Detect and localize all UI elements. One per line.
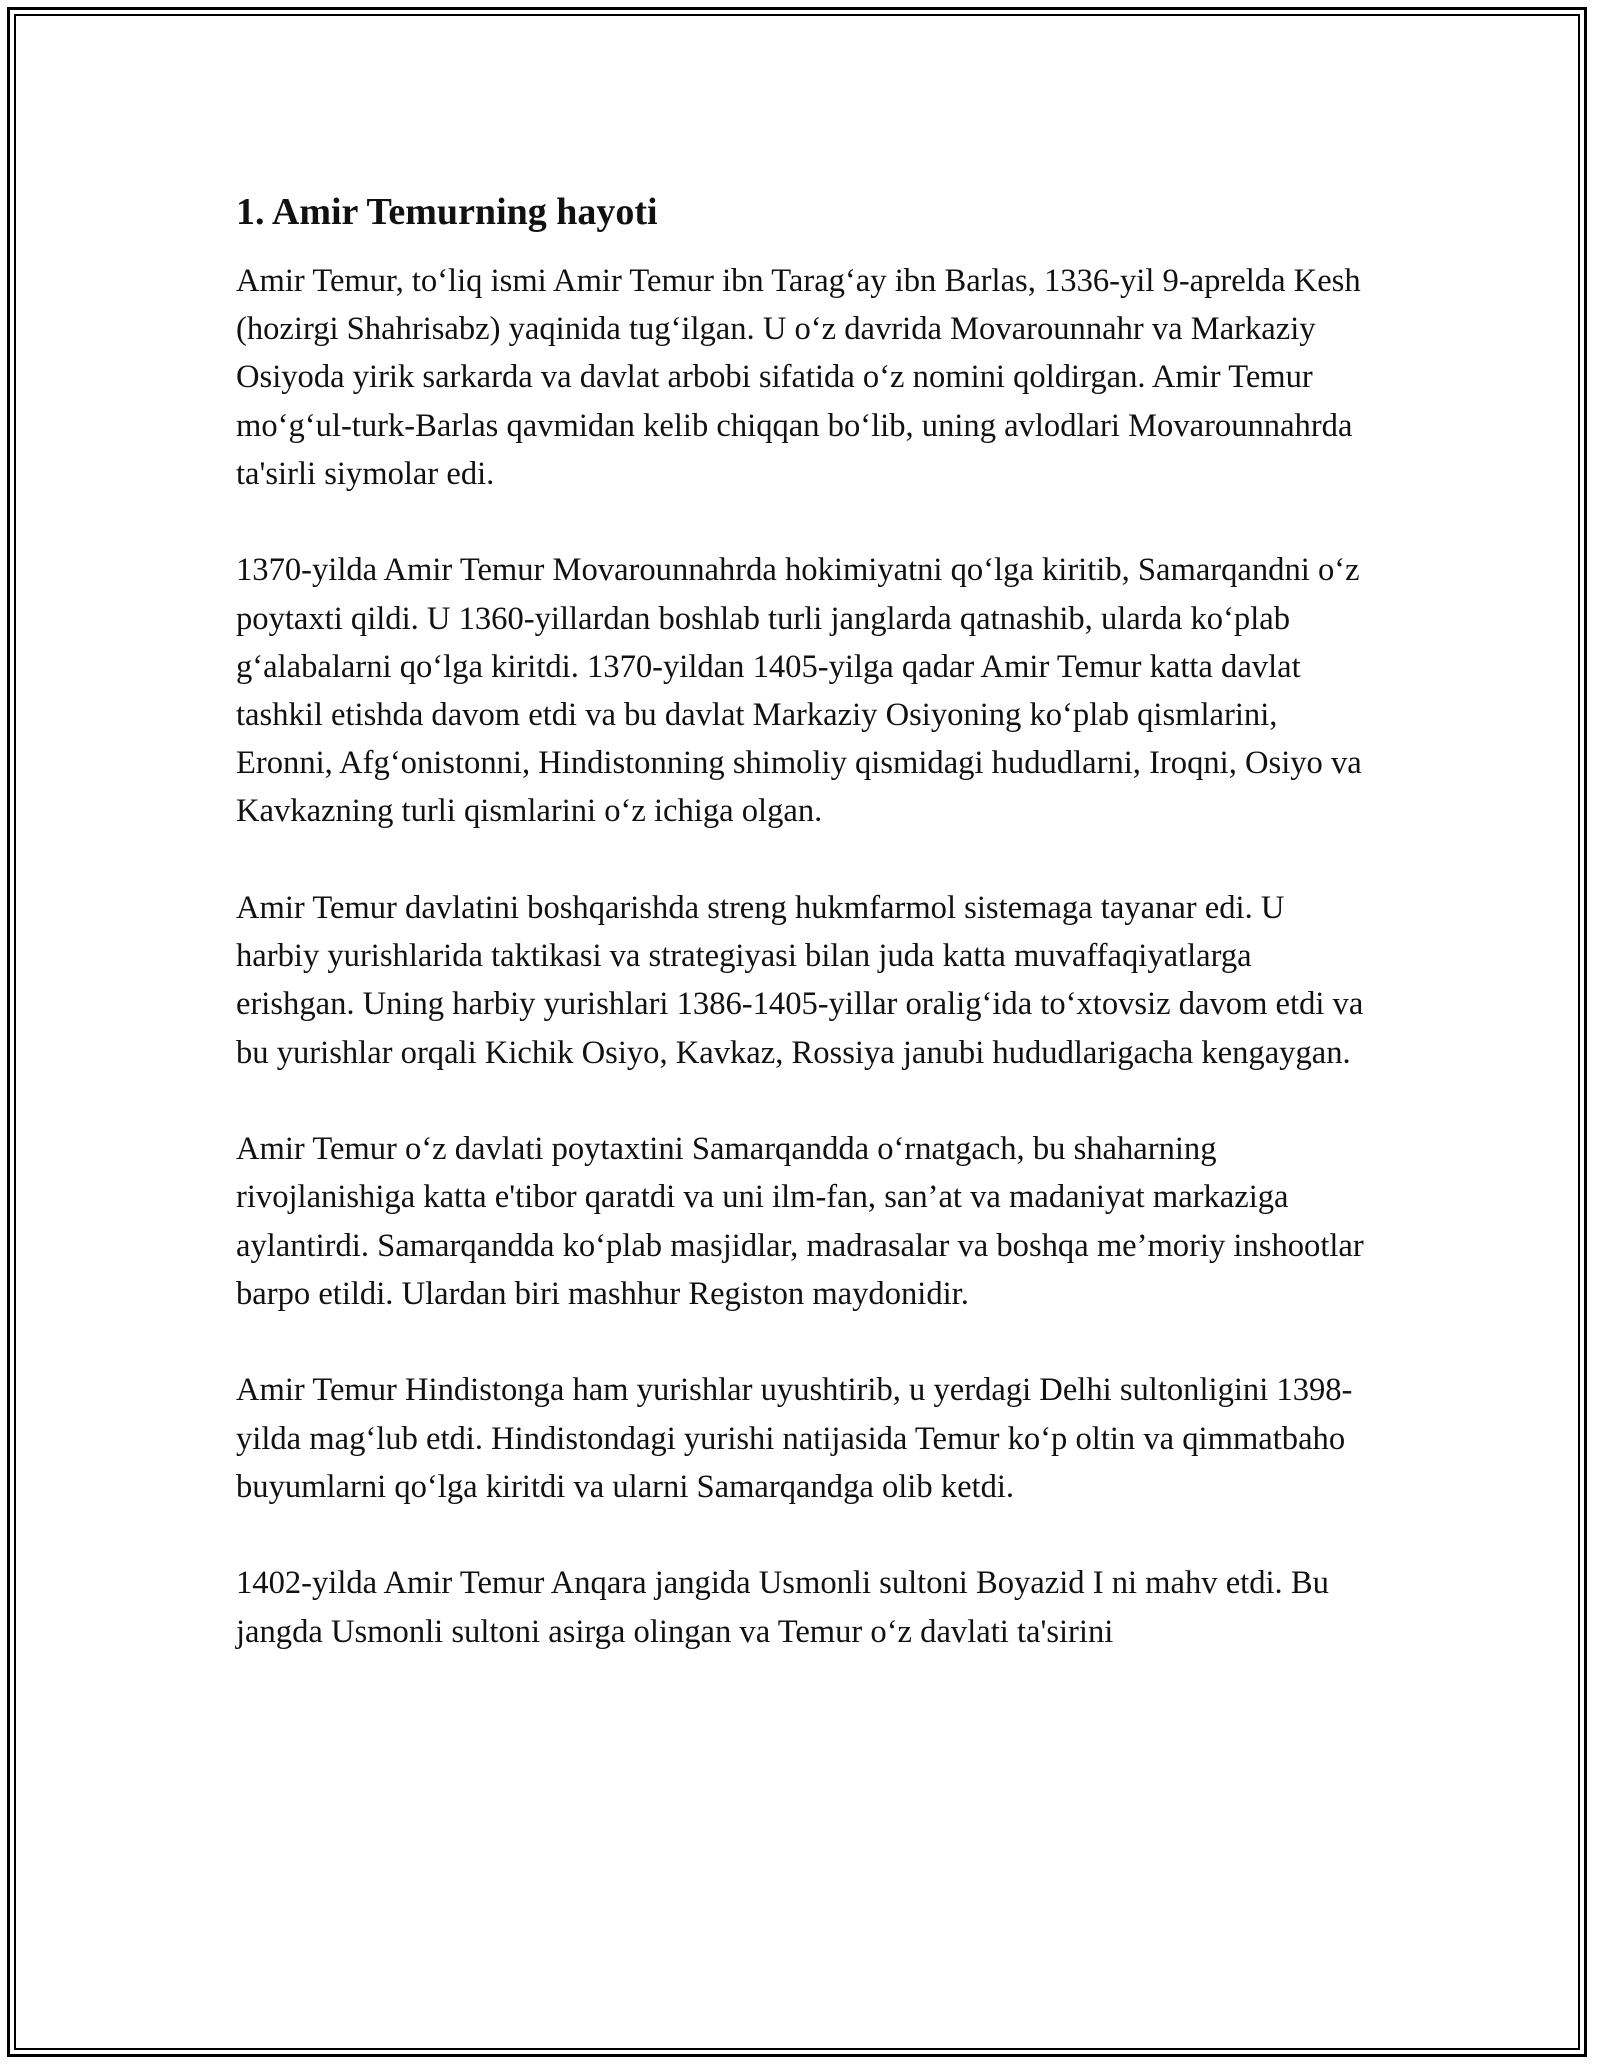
section-heading: 1. Amir Temurning hayoti — [236, 191, 658, 233]
document-body — [236, 185, 1366, 1656]
paragraph-1: Amir Temur, to‘liq ismi Amir Temur ibn Tarag‘ay ibn Barlas, 1336-yil 9-aprelda Kesh (hozirgi Shahrisabz) yaqinida tug‘ilgan. U o‘z davrida Movarounnahr va Markaziy Osiyoda yirik sarkarda va davlat arbobi sifatida o‘z nomini qoldirgan. Amir Temur mo‘g‘ul-turk-Barlas qavmidan kelib chiqqan bo‘lib, uning avlodlari Movarounnahrda ta'sirli siymolar edi. — [236, 263, 1361, 492]
paragraph-4: Amir Temur o‘z davlati poytaxtini Samarqandda o‘rnatgach, bu shaharning rivojlanishiga katta e'tibor qaratdi va uni ilm-fan, san’at va madaniyat markaziga aylantirdi. Samarqandda ko‘plab masjidlar, madrasalar va boshqa me’moriy inshootlar barpo etildi. Ulardan biri mashhur Registon maydonidir. — [236, 1131, 1364, 1312]
paragraph-2: 1370-yilda Amir Temur Movarounnahrda hokimiyatni qo‘lga kiritib, Samarqandni o‘z poytaxti qildi. U 1360-yillardan boshlab turli janglarda qatnashib, ularda ko‘plab g‘alabalarni qo‘lga kiritdi. 1370-yildan 1405-yilga qadar Amir Temur katta davlat tashkil etishda davom etdi va bu davlat Markaziy Osiyoning ko‘plab qismlarini, Eronni, Afg‘onistonni, Hindistonning shimoliy qismidagi hududlarni, Iroqni, Osiyo va Kavkazning turli qismlarini o‘z ichiga olgan. — [236, 552, 1362, 830]
paragraph-3: Amir Temur davlatini boshqarishda streng hukmfarmol sistemaga tayanar edi. U harbiy yurishlarida taktikasi va strategiyasi bilan juda katta muvaffaqiyatlarga erishgan. Uning harbiy yurishlari 1386-1405-yillar oralig‘ida to‘xtovsiz davom etdi va bu yurishlar orqali Kichik Osiyo, Kavkaz, Rossiya janubi hududlarigacha kengaygan. — [236, 890, 1364, 1071]
paragraph-6: 1402-yilda Amir Temur Anqara jangida Usmonli sultoni Boyazid I ni mahv etdi. Bu jangda Usmonli sultoni asirga olingan va Temur o‘z davlati ta'sirini — [236, 1565, 1329, 1650]
paragraph-5: Amir Temur Hindistonga ham yurishlar uyushtirib, u yerdagi Delhi sultonligini 1398-yilda mag‘lub etdi. Hindistondagi yurishi natijasida Temur ko‘p oltin va qimmatbaho buyumlarni qo‘lga kiritdi va ularni Samarqandga olib ketdi. — [236, 1372, 1353, 1505]
